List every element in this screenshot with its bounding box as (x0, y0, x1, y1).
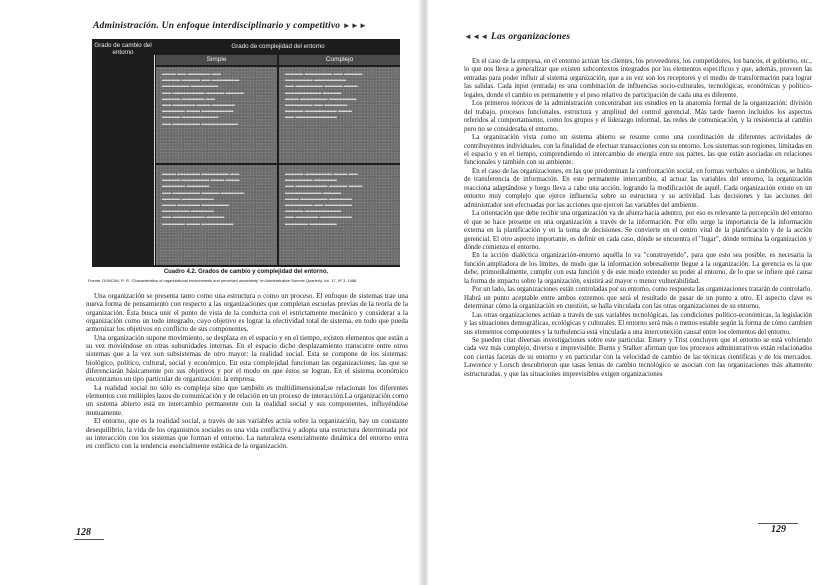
table-cell-stable-complex: ▬▬▬▬ ▬▬▬▬▬▬ ▬▬ ▬▬▬▬ ▬▬▬▬▬▬ ▬▬▬▬▬▬▬ ▬▬ ▬▬▬▬▬▬ ▬▬▬▬ ▬▬▬ ▬▬▬▬▬▬▬▬ ▬▬▬▬ ▬▬▬ ▬▬▬▬▬▬ ▬▬▬▬▬▬ ▬▬▬▬▬▬ ▬▬ ▬▬▬▬▬ ▬▬▬▬ ▬▬▬▬▬▬▬ ▬▬▬ ▬▬ ▬▬▬▬▬▬▬▬▬ (279, 67, 400, 163)
table-complexity-header: Grado de complejidad del entorno (231, 43, 325, 50)
table-corner-header: Grado de cambio del entorno (94, 42, 152, 56)
environment-table (92, 39, 400, 267)
paragraph: El entorno, que es la realidad social, a través de sus variables actúa sobre la organización, hay un constante desequilibrio, la vida de los organismos sociales es una vida conflictiva y adopta una estructura determinada por su interacción con los sistemas que forman el entorno. La naturaleza esencialmente dinámica del entorno entra en conflicto con la tendencia esencialmente estática de la organización. (86, 417, 408, 451)
left-body-text (86, 292, 408, 451)
table-cell-dynamic-complex: ▬▬▬▬ ▬▬▬▬▬▬ ▬▬▬ ▬▬ ▬▬▬▬▬▬ ▬▬▬▬▬ ▬▬ ▬▬▬▬▬▬▬ ▬▬▬▬ ▬▬▬ ▬▬▬▬▬▬▬▬ ▬▬▬▬ ▬▬▬ ▬▬▬▬▬▬ ▬▬▬▬▬ ▬▬▬▬▬▬ ▬▬ ▬▬▬▬▬▬ ▬▬▬▬ ▬▬▬▬▬▬▬▬ ▬▬ ▬▬▬▬▬ ▬▬▬▬▬▬▬ ▬▬▬▬▬ ▬▬▬▬▬▬ (279, 165, 400, 265)
paragraph: Las otras organizaciones actúan a través de sus variables tecnológicas, las condiciones político-económicas, la legislación y las situaciones demográficas, ecológicas y culturales. El entorno será más o menos estable según la forma de cómo cambien sus elementos componentes y la turbulencia está vinculada a una interconexión causal entre los elementos del entorno. (464, 311, 812, 336)
table-divider (154, 55, 155, 265)
table-col-complex: Complejo (279, 55, 400, 65)
right-body-text (464, 58, 812, 379)
right-running-head-arrows: ◄◄◄ (464, 32, 489, 41)
table-caption: Cuadro 4.2. Grados de cambio y complejidad del entorno. (163, 269, 329, 275)
table-source: Fuente: DUNCAN, R. R. "Characteristics of organizational environments and perceived uncertainty" en Administrative Science Quarterly, Vol. 17, Nº 3, 1988. (88, 278, 358, 283)
right-page (428, 0, 828, 585)
paragraph: Una organización supone movimiento, se desplaza en el espacio y en el tiempo, existen elementos que están a su vez moviéndose en otras subunidades internas. En el espacio dicho desplazamiento transcurre entre otros sistemas que a la vez son subsistemas de otro mayor: la realidad social. Esta se compone de los sistemas: biológico, político, cultural, social y económico. En esta complejidad funcionan las organizaciones, las que se diferenciarán básicamente por sus objetivos y por el modo en que éstos se logran. En el sistema económico encontramos un tipo particular de organización: la empresa. (86, 333, 408, 384)
table-cell-dynamic-simple: ▬▬▬ ▬▬▬▬▬ ▬▬▬▬▬▬ ▬▬ ▬▬▬▬ ▬▬▬▬▬▬ ▬▬▬ ▬▬▬ ▬▬▬▬▬ ▬▬▬▬▬ ▬▬ ▬▬▬▬▬▬ ▬▬▬▬ ▬▬▬▬▬ ▬▬▬▬ ▬▬▬▬▬▬▬ ▬▬▬ ▬▬▬▬▬ ▬▬▬▬▬▬ ▬▬▬▬▬▬ ▬▬▬▬▬ ▬▬ ▬▬▬▬▬▬▬ ▬▬▬▬ ▬▬▬▬▬ ▬▬▬ ▬▬▬▬▬▬▬ (156, 165, 277, 265)
table-cell-stable-simple: ▬▬▬ ▬▬ ▬▬▬▬▬ ▬▬ ▬▬▬▬ ▬▬▬▬ ▬▬ ▬▬▬▬▬▬ ▬▬▬▬▬▬ ▬▬▬▬▬▬ ▬▬ ▬▬▬▬▬▬▬ ▬▬▬▬ ▬▬▬▬ ▬▬▬▬ ▬▬▬▬▬ ▬▬ ▬▬ ▬▬▬▬▬ ▬▬▬ ▬▬▬▬▬ ▬▬▬▬▬ ▬▬▬ ▬▬▬▬▬▬▬ ▬▬▬▬ ▬▬▬▬▬▬▬▬ ▬▬ ▬▬▬▬▬▬ ▬▬▬▬▬▬▬▬ (156, 67, 277, 163)
right-running-head (464, 32, 570, 42)
paragraph: Por un lado, las organizaciones están controladas por su entorno, como respuesta las organizaciones tratarán de controlarlo. Habrá un punto aceptable entre ambos extremos que será el resultado de pasar de un punto a otro. El aspecto clave es determinar cómo la organización en cuestión, se halla vinculada con las otras organizaciones de su entorno. (464, 286, 812, 311)
paragraph: En el caso de las organizaciones, en las que predominan la confrontación social, en formas verbales o simbólicos, se habla de transferencia de información. En este permanente intercambio, al actuar las variables del entorno, la organización reacciona adaptándose y luego lleva a cabo una acción, logrando la modificación de aquél. Cada organización existe en un entorno muy complejo que ejerce influencia sobre su estructura y su actividad. Las decisiones y las acciones del administrador son efectuadas por las acciones que ejercen las variables del ambiente. (464, 167, 812, 209)
paragraph: Una organización se presenta tanto como una estructura o como un proceso. El enfoque de sistemas trae una nueva forma de pensamiento con respecto a las organizaciones que completan escuelas previas de la teoría de la organización. Ésta busca unir el punto de vista de la conducta con el estrictamente mecánico y considerar a la organización como un todo integrado, cuyo objetivo es lograr la efectividad total de sistema, en todo que pueda armonizar los objetivos en conflicto de sus componentes. (86, 292, 408, 334)
paragraph: La orientación que debe recibir una organización va de afuera hacia adentro, por eso es relevante la percepción del entorno el que se hace presente en una organización a través de la información. Por ello surge la importancia de la información externa en la planificación y en la toma de decisiones. Se convierte en el centro vital de la planificación y de la acción gerencial. El otro aspecto importante, es definir en cada caso, dónde se encuentra el "lugar", dónde termina la organización y dónde comienza el entorno. (464, 210, 812, 251)
left-running-head (93, 21, 367, 31)
right-page-number: 129 (771, 524, 786, 535)
paragraph: La realidad social no sólo es compleja sino que también es multidimensional,se relacionan los diferentes elementos con múltiples lazos de comunicación y de relación en un proceso de interacción.La organización como un sistema abierto está en intercambio permanente con la realidad social y sus componentes, influyéndose mutuamente. (86, 383, 408, 417)
left-folio-rule (74, 539, 104, 540)
left-running-head-title: Administración. Un enfoque interdisciplinario y competitivo (93, 21, 341, 31)
paragraph: La organización vista como un sistema abierto se resume como una coordinación de diferentes actividades de contribuyentes individuales, con la finalidad de efectuar transacciones con su entorno. Los sistemas son regiones, limitadas en el espacio y en el tiempo, comprendiendo el intercambio de energía entre sus partes, las que están asociadas en relaciones funcionales y también con su ambiente. (464, 134, 812, 167)
right-running-head-title: Las organizaciones (490, 32, 571, 42)
paragraph: En la acción dialéctica organización-entorno aquélla lo va "construyendo", para que esto sea posible, es necesaria la función ampliadora de los límites, de modo que la información sobresaliente llegue a la organización. La gerencia es la que debe, primordialmente, cumplir con esta función y de este modo extender su poder al entorno, de lo que se infiere qué causa la forma de impacto sobre la organización, existirá así mayor o menor vulnerabilidad. (464, 252, 812, 285)
table-col-simple: Simple (156, 55, 277, 65)
paragraph: Se pueden citar diversas investigaciones sobre este particular. Emery y Trist concluyen que el entorno se está volviendo cada vez más complejo, diverso e imprevisible. Burns y Stalker afirman que los procesos administrativos están relacionados con ciertas facetas de su entorno y en particular con la velocidad de cambio de las técnicas científicas y de los mercados. Lawrence y Lorsch descubrieron que tasas lentas de cambio tecnológico se asocian con las organizaciones más altamente estructuradas, y que las situaciones imprevisibles exigen organizaciones (464, 336, 812, 378)
left-page-number: 128 (76, 527, 91, 538)
paragraph: Los primeros teóricos de la administración concentraban sus estudios en la anatomía formal de la organización: división del trabajo, procesos funcionales, estructura y amplitud del control gerencial. Más tarde fueron incluidos los aspectos referidos al comportamiento, como los grupos y el liderazgo informal, las redes de comunicación, y la resistencia al cambio pero no se consideraba el entorno. (464, 100, 812, 133)
left-running-head-arrows: ►►► (342, 21, 368, 30)
paragraph: En el caso de la empresa, en el entorno actúan los clientes, los proveedores, los competidores, los bancos, el gobierno, etc., lo que nos lleva a generalizar que existen subcontextos integrados por los elementos específicos y que, además, proveen las entradas para poder influir al sistema organización, que a su vez son los receptores y el medio de transformación para lograr las salidas. Cada input (entrada) es una combinación de influencias socio-culturales, tecnológicas, económicas y político-legales, donde el cambio es permanente y el peso relativo de participación de cada una es diferente. (464, 58, 812, 99)
